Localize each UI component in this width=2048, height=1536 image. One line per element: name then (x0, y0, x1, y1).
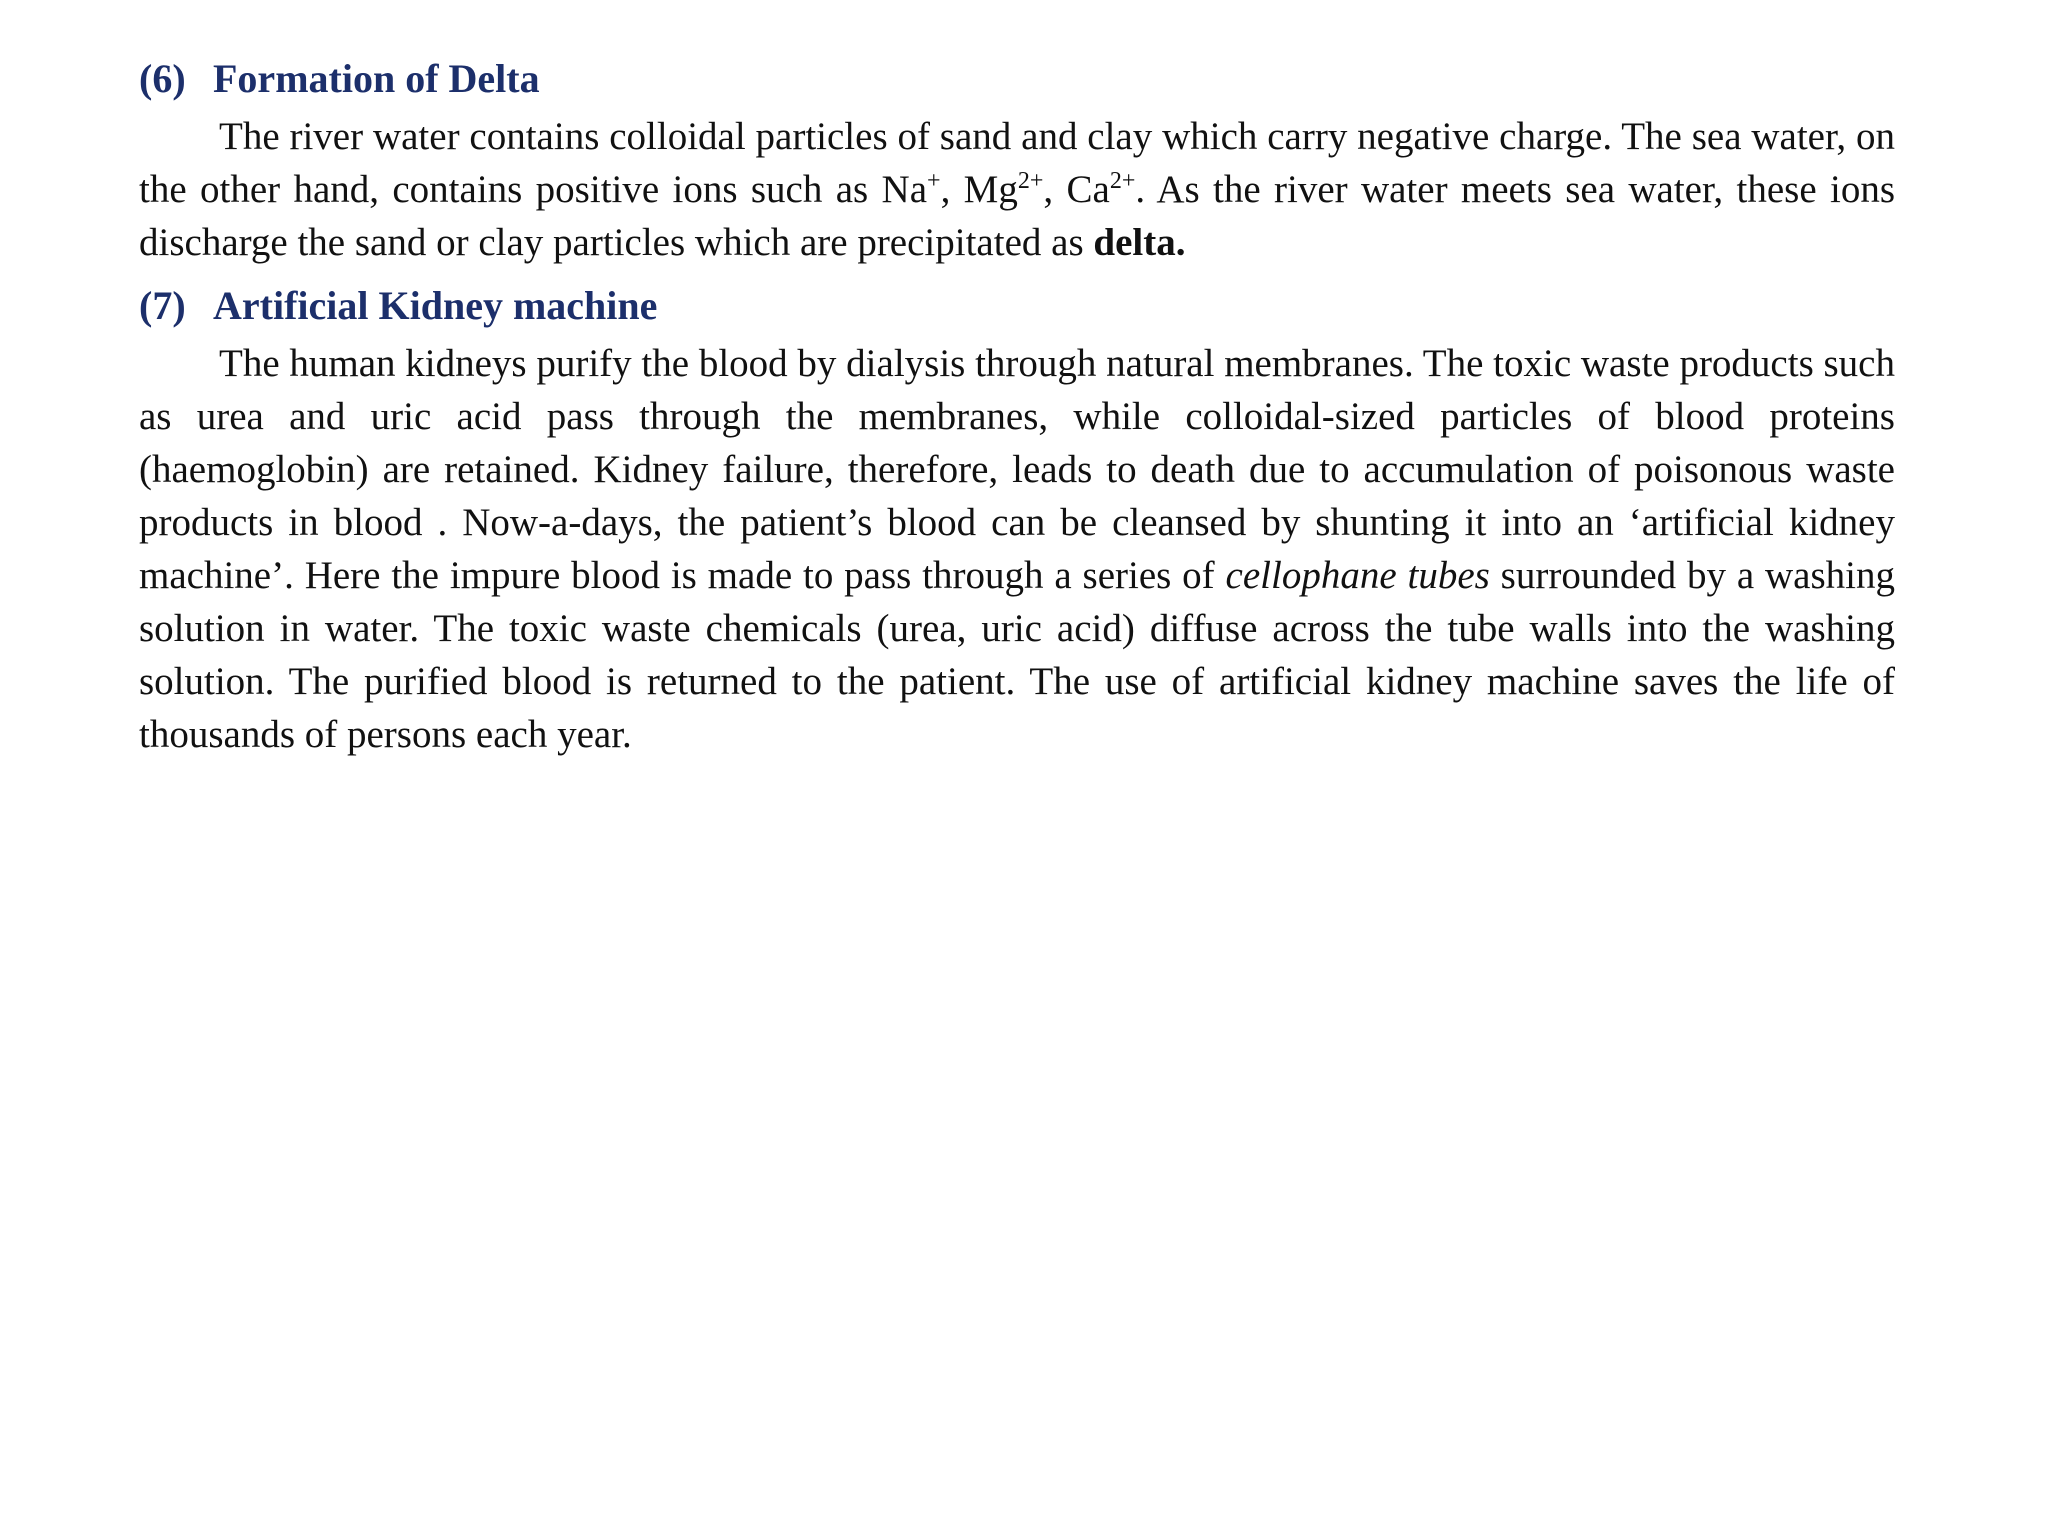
section-heading (139, 279, 1895, 333)
ion-charge: 2+ (1017, 168, 1044, 194)
section-heading (139, 52, 1895, 106)
section-artificial-kidney-machine (139, 279, 1895, 761)
section-paragraph (139, 110, 1895, 269)
key-term: delta. (1093, 221, 1186, 264)
document-page (139, 52, 1895, 771)
section-number: (6) (139, 56, 186, 101)
section-title: Formation of Delta (213, 56, 540, 101)
key-term: cellophane tubes (1225, 554, 1490, 597)
paragraph-text: The human kidneys purify the blood by dialysis through natural membranes. The toxic waste products such as urea and uric acid pass through the membranes, while colloidal-sized particles of blood proteins (haemoglobin) are retained. Kidney failure, therefore, leads to death due to accumulation of poisonous waste products in blood . Now-a-days, the patient’s blood can be cleansed by shunting it into an ‘artificial kidney machine’. Here the impure blood is made to pass through a series of (139, 342, 1895, 597)
ion-charge: 2+ (1109, 168, 1136, 194)
section-paragraph (139, 337, 1895, 761)
paragraph-text: . As the river water meets sea water, these ions discharge the sand or clay particles which are precipitated as (139, 168, 1895, 264)
section-formation-of-delta (139, 52, 1895, 269)
paragraph-text: , Ca (1043, 168, 1110, 211)
section-title: Artificial Kidney machine (213, 283, 658, 328)
paragraph-text: , Mg (940, 168, 1018, 211)
ion-charge: + (927, 168, 941, 194)
paragraph-text: surrounded by a washing solution in water. The toxic waste chemicals (urea, uric acid) diffuse across the tube walls into the washing solution. The purified blood is returned to the patient. The use of artificial kidney machine saves the life of thousands of persons each year. (139, 554, 1895, 756)
paragraph-text: The river water contains colloidal particles of sand and clay which carry negative charge. The sea water, on the other hand, contains positive ions such as Na (139, 115, 1895, 211)
section-number: (7) (139, 283, 186, 328)
